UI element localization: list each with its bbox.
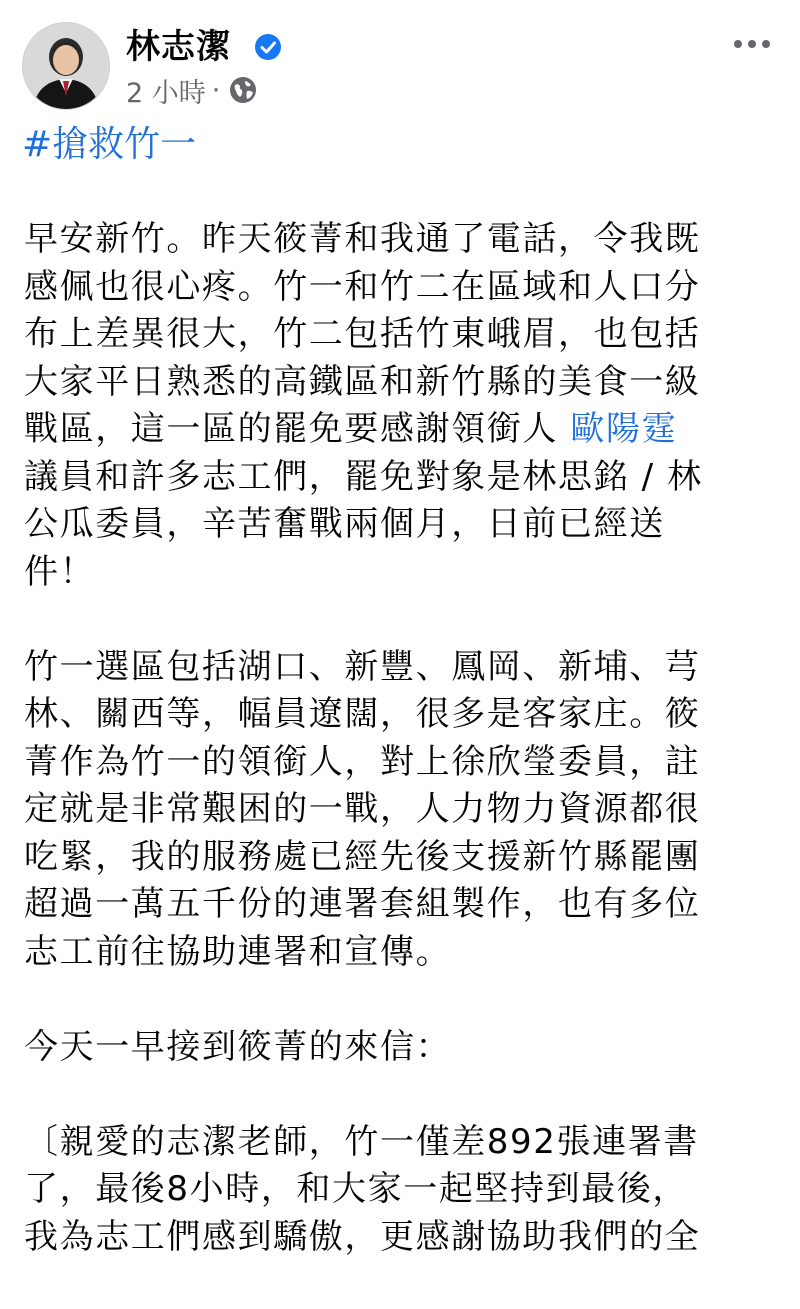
mention-link[interactable]: 歐陽霆 bbox=[570, 409, 678, 449]
post-meta bbox=[126, 72, 258, 108]
text-line: 竹一選區包括湖口、新豐、鳳岡、新埔、芎 bbox=[24, 646, 701, 687]
avatar-photo-icon bbox=[23, 23, 109, 109]
text-line: 我為志工們感到驕傲，更感謝協助我們的全 bbox=[24, 1216, 701, 1257]
paragraph-4 bbox=[24, 1119, 776, 1262]
text-line: 布上差異很大，竹二包括竹東峨眉，也包括 bbox=[24, 314, 701, 354]
post-header bbox=[22, 18, 782, 114]
post-body bbox=[24, 216, 776, 1309]
avatar[interactable] bbox=[22, 22, 110, 110]
text-line: 感佩也很心疼。竹一和竹二在區域和人口分 bbox=[24, 266, 701, 307]
text-line: 公瓜委員，辛苦奮戰兩個月，日前已經送 bbox=[24, 504, 665, 544]
text-line: 早安新竹。昨天筱菁和我通了電話，令我既 bbox=[24, 219, 701, 259]
more-options-icon[interactable] bbox=[732, 34, 772, 54]
text-line: 件！ bbox=[24, 551, 96, 592]
paragraph-1 bbox=[24, 216, 776, 596]
text-line: 林、關西等，幅員遼闊，很多是客家庄。筱 bbox=[24, 694, 701, 734]
meta-separator: · bbox=[211, 74, 221, 106]
text-line-with-mention bbox=[24, 406, 776, 454]
paragraph-3 bbox=[24, 1024, 776, 1072]
verified-badge-icon bbox=[254, 33, 282, 61]
text-line: 議員和許多志工們，罷免對象是林思銘 / 林 bbox=[24, 456, 703, 497]
text-line: 吃緊，我的服務處已經先後支援新竹縣罷團 bbox=[24, 836, 701, 877]
globe-icon[interactable] bbox=[228, 75, 258, 105]
author-name[interactable]: 林志潔 bbox=[126, 27, 231, 67]
paragraph-2 bbox=[24, 644, 776, 977]
text-line: 〔親愛的志潔老師，竹一僅差892張連署書 bbox=[24, 1121, 699, 1162]
text-segment: 戰區，這一區的罷免要感謝領銜人 bbox=[24, 409, 571, 449]
text-line: 定就是非常艱困的一戰，人力物力資源都很 bbox=[24, 789, 701, 829]
hashtag-link[interactable]: #搶救竹一 bbox=[22, 124, 197, 165]
post-timestamp[interactable]: 2 小時 bbox=[126, 77, 206, 109]
text-line: 菁作為竹一的領銜人，對上徐欣瑩委員，註 bbox=[24, 741, 701, 782]
text-line: 大家平日熟悉的高鐵區和新竹縣的美食一級 bbox=[24, 361, 701, 402]
text-line: 志工前往協助連署和宣傳。 bbox=[24, 931, 452, 972]
text-line: 今天一早接到筱菁的來信： bbox=[24, 1026, 452, 1067]
text-line: 了，最後8小時，和大家一起堅持到最後， bbox=[24, 1169, 689, 1209]
text-line: 超過一萬五千份的連署套組製作，也有多位 bbox=[24, 884, 701, 924]
